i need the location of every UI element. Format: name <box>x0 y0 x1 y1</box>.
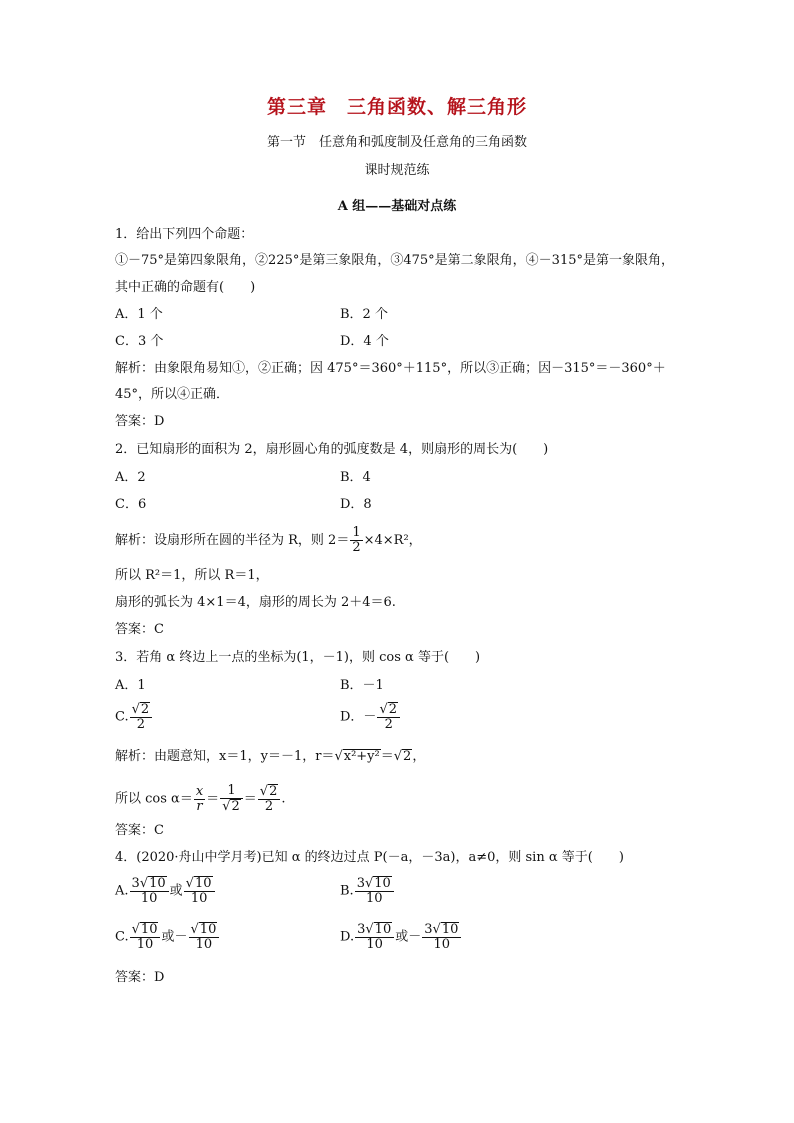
or-word: 或 <box>395 929 409 945</box>
radicand: 2 <box>388 702 398 717</box>
section-title: 第一节 任意角和弧度制及任意角的三角函数 <box>266 135 527 150</box>
q3-stem: 3．若角 α 终边上一点的坐标为(1，－1)，则 cos α 等于( ) <box>115 650 481 665</box>
q2-option-c: C．6 <box>115 497 147 512</box>
q1-stem-line3: 其中正确的命题有( ) <box>115 280 256 295</box>
comma: ， <box>412 749 426 764</box>
option-letter: C. <box>115 709 129 725</box>
q4-option-d <box>340 922 462 952</box>
q1-option-c: C．3 个 <box>115 334 164 349</box>
fraction-denominator: 10 <box>136 937 154 952</box>
q3-option-b: B．－1 <box>340 678 384 693</box>
fraction-numerator: 1 <box>220 784 243 799</box>
q3-option-a: A．1 <box>115 678 146 693</box>
q2-option-d: D．8 <box>340 497 372 512</box>
fraction-denominator: 10 <box>140 891 158 906</box>
q4-option-a <box>115 876 216 906</box>
q2-solution-line3: 扇形的弧长为 4×1＝4，扇形的周长为 2＋4＝6. <box>115 595 396 610</box>
fraction-denominator: 2 <box>352 540 361 555</box>
fraction-sqrt2-over-2: $\frac{√2}{2}$ <box>258 784 281 814</box>
fraction-numerator: x <box>195 783 204 799</box>
fraction-3sqrt10-over-10: $\frac{3√10}{10}$ <box>355 876 394 906</box>
fraction-sqrt10-over-10: $\frac{√10}{10}$ <box>130 922 161 952</box>
q4-option-b <box>340 876 395 906</box>
fraction-denominator: 10 <box>190 891 208 906</box>
q1-option-a: A．1 个 <box>115 307 163 322</box>
fraction-denominator: 10 <box>366 937 383 952</box>
fraction-sqrt2-over-2: $\frac{√2}{2}$ <box>377 702 400 732</box>
radicand: 10 <box>374 876 391 891</box>
option-letter: B. <box>340 883 354 899</box>
fraction-one-half <box>350 526 362 555</box>
q3-solution-text: 解析：由题意知，x＝1，y＝－1，r＝ <box>115 749 335 764</box>
coefficient: 3 <box>356 876 365 891</box>
radicand: 10 <box>140 922 158 937</box>
q2-solution-text: 解析：设扇形所在圆的半径为 R，则 2＝ <box>115 533 350 548</box>
radicand: 10 <box>194 876 212 891</box>
fraction-3sqrt10-over-10: $\frac{3√10}{10}$ <box>422 922 461 952</box>
q3-solution-line1: 解析：由题意知，x＝1，y＝－1，r＝√x²+y²＝√2， <box>115 749 426 764</box>
q2-solution-text-end: ×4×R²， <box>363 533 422 548</box>
fraction-denominator: 10 <box>195 937 213 952</box>
coefficient: 3 <box>357 922 366 937</box>
q3-answer: 答案：C <box>115 823 164 838</box>
option-letter: D. <box>340 929 355 945</box>
period: . <box>281 791 286 807</box>
fraction-sqrt10-over-10: $\frac{√10}{10}$ <box>189 922 220 952</box>
equals-sign: ＝ <box>206 791 220 807</box>
equals-sign: ＝ <box>380 749 394 764</box>
drill-title: 课时规范练 <box>364 163 430 178</box>
fraction-numerator: 1 <box>352 525 361 540</box>
q4-answer: 答案：D <box>115 970 165 985</box>
fraction-x-over-r <box>194 785 205 814</box>
radicand: x²+y² <box>343 749 380 764</box>
fraction-denominator: 10 <box>433 937 451 952</box>
fraction-3sqrt10-over-10: $\frac{3√10}{10}$ <box>355 922 394 952</box>
fraction-denominator: 10 <box>365 891 383 906</box>
radicand: 10 <box>441 922 459 937</box>
q1-stem-line2: ①－75°是第四象限角，②225°是第三象限角，③475°是第二象限角，④－315°是第一象限角， <box>115 253 674 268</box>
or-word: 或 <box>161 929 175 945</box>
q2-answer: 答案：C <box>115 622 164 637</box>
radicand: 10 <box>374 922 392 937</box>
fraction-denominator: 2 <box>264 799 274 814</box>
radicand: 2 <box>231 799 240 814</box>
q4-stem: 4．(2020·舟山中学月考)已知 α 的终边过点 P(－a，－3a)，a≠0，则 sin α 等于( ) <box>115 850 624 865</box>
q1-stem: 1．给出下列四个命题： <box>115 227 254 242</box>
minus-sign: － <box>408 929 422 945</box>
q4-option-c <box>115 922 220 952</box>
q3-solution-text: 所以 cos α＝ <box>115 791 193 807</box>
q3-solution-line2 <box>115 784 286 814</box>
radicand: 2 <box>140 702 150 717</box>
equals-sign: ＝ <box>243 791 257 807</box>
radicand: 10 <box>149 876 166 891</box>
q3-option-d <box>340 702 401 732</box>
q2-option-b: B．4 <box>340 470 371 485</box>
fraction-sqrt10-over-10: $\frac{√10}{10}$ <box>184 876 215 906</box>
minus-sign: － <box>174 929 188 945</box>
fraction-one-over-sqrt2: $\frac{1}{√2}$ <box>220 784 243 814</box>
q1-solution-line1: 解析：由象限角易知①，②正确；因 475°＝360°＋115°，所以③正确；因－315°＝－360°＋ <box>115 361 666 376</box>
fraction-denominator: 2 <box>136 717 146 732</box>
q1-solution-line2: 45°，所以④正确． <box>115 387 230 402</box>
option-letter: D．－ <box>340 709 377 725</box>
chapter-title: 第三章 三角函数、解三角形 <box>266 96 527 118</box>
q3-option-c <box>115 702 153 732</box>
q1-answer: 答案：D <box>115 414 165 429</box>
radicand: 2 <box>269 784 278 799</box>
coefficient: 3 <box>424 922 433 937</box>
q2-solution-line2: 所以 R²＝1，所以 R＝1， <box>115 568 269 583</box>
q2-solution-line1 <box>115 526 422 555</box>
coefficient: 3 <box>131 876 140 891</box>
fraction-denominator: 2 <box>384 717 393 732</box>
fraction-3sqrt10-over-10: $\frac{3√10}{10}$ <box>130 876 169 906</box>
option-letter: C. <box>115 929 129 945</box>
option-letter: A. <box>115 883 129 899</box>
fraction-sqrt2-over-2: $\frac{√2}{2}$ <box>130 702 153 732</box>
q1-option-b: B．2 个 <box>340 307 388 322</box>
radicand: 10 <box>199 922 217 937</box>
q2-stem: 2．已知扇形的面积为 2，扇形圆心角的弧度数是 4，则扇形的周长为( ) <box>115 442 549 457</box>
q1-option-d: D．4 个 <box>340 334 389 349</box>
or-word: 或 <box>169 883 183 899</box>
group-heading: A 组——基础对点练 <box>337 199 457 214</box>
radicand: 2 <box>403 749 412 764</box>
q2-option-a: A．2 <box>115 470 146 485</box>
fraction-denominator: r <box>196 798 203 814</box>
